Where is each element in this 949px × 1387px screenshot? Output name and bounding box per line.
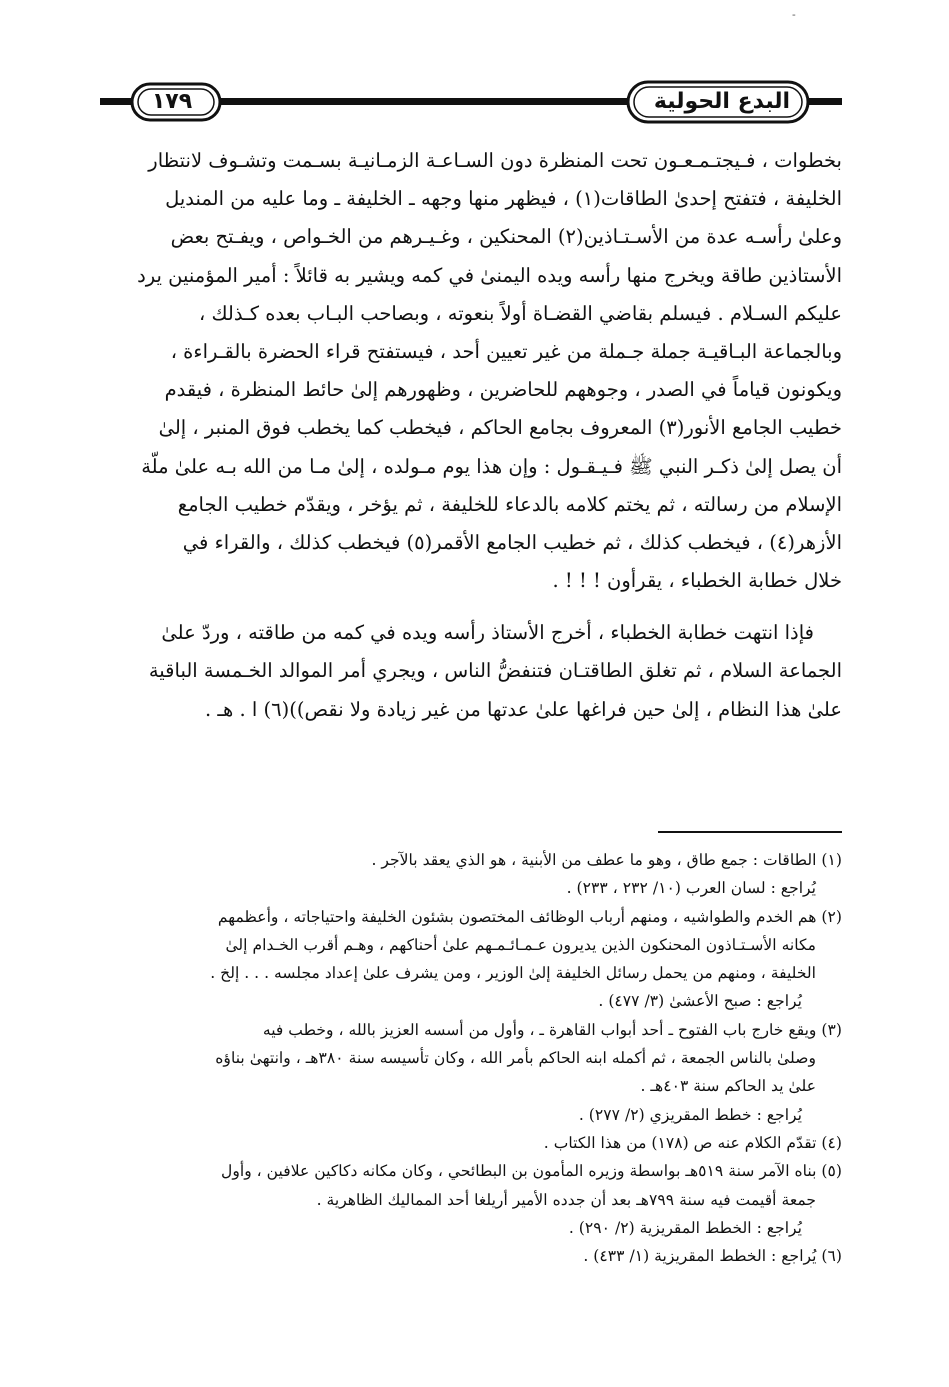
text-line: ويكونون قياماً في الصدر ، وجوههم للحاضرين ، وظهورهم إلىٰ حائط المنظرة ، فيقدم — [164, 378, 842, 402]
footnote-line: (١) الطاقات : جمع طاق ، وهو ما عطف من الأبنية ، هو الذي يعقد بالآجر . — [371, 851, 842, 869]
text-line: أن يصل إلىٰ ذكـر النبي ﷺ فـيـقـول : وإن هذا يوم مـولده ، إلىٰ مـا من الله بـه علىٰ ملّة — [141, 454, 842, 478]
text-line: علىٰ هذا النظام ، إلىٰ حين فراغها علىٰ عدتها من غير زيادة ولا نقص))(٦) ا . هـ . — [204, 697, 842, 721]
paragraph-1 — [100, 142, 842, 600]
text-line: بخطوات ، فـيجتـمـعـون تحت المنظرة دون السـاعـة الزمـانيـة بسـمت وتشـوف لانتظار — [148, 149, 842, 172]
footnote-5 — [100, 1157, 842, 1242]
footnote-6 — [100, 1242, 842, 1270]
text-line: وبالجماعة البـاقيـة جملة جـملة من غير تعيين أحد ، فيستفتح قراء الحضرة بالقـراءة ، — [170, 339, 842, 363]
footnote-line: علىٰ يد الحاكم سنة ٤٠٣هـ . — [640, 1077, 816, 1096]
text-line: الإسلام من رسالته ، ثم يختم كلامه بالدعاء للخليفة ، ثم يؤخر ، ويقدّم خطيب الجامع — [177, 492, 842, 516]
running-title: البدع الحولية — [653, 88, 791, 114]
page-number: ١٧٩ — [151, 88, 193, 114]
footnote-4 — [100, 1129, 842, 1157]
text-line: الأستاذين طاقة ويخرج منها رأسه ويده اليمنىٰ في كمه ويشير به قائلاً : أمير المؤمنين يرد — [137, 263, 842, 287]
footnote-line: يُراجع : الخطط المقريزية (٢/ ٢٩٠) . — [568, 1218, 802, 1237]
footnote-line: جمعة أقيمت فيه سنة ٧٩٩هـ بعد أن جدده الأمير أريلغا أحد المماليك الظاهرية . — [316, 1190, 816, 1209]
text-line: خطيب الجامع الأنور(٣) المعروف بجامع الحاكم ، فيخطب كما يخطب فوق المنبر ، إلىٰ — [158, 416, 842, 440]
footnotes — [100, 846, 842, 1270]
text-line: خلال خطابة الخطباء ، يقرأون ! ! ! . — [552, 569, 842, 593]
footnote-line: وصلىٰ بالناس الجمعة ، ثم أكمله ابنه الحاكم بأمر الله ، وكان تأسيسه سنة ٣٨٠هـ ، وانتهىٰ بناؤه — [215, 1049, 816, 1068]
text-line: الخليفة ، فتفتح إحدىٰ الطاقات(١) ، فيظهر منها وجهه ـ الخليفة ـ وما عليه من المنديل — [165, 187, 842, 211]
text-line: عليكم السـلام . فيسلم بقاضي القضـاة أولاً بنعوته ، وبصاحب البـاب بعده كـذلك ، — [198, 301, 842, 325]
footnote-3 — [100, 1016, 842, 1129]
footnote-line: الخليفة ، ومنهم من يحمل رسائل الخليفة إلىٰ الوزير ، ومن يشرف علىٰ إعداد مجلسه . . . إلخ . — [210, 964, 816, 983]
footnote-1 — [100, 846, 842, 903]
footnote-line: مكانه الأسـتـاذون المحنكون الذين يديرون عـمـائـمـهم علىٰ أحناكهم ، وهـم أقرب الخـدام إلىٰ — [225, 935, 816, 954]
text-line: الجماعة السلام ، ثم تغلق الطاقتـان فتنفضُّ الناس ، ويجري أمر الموالد الخـمسة الباقية — [148, 659, 842, 683]
footnote-2 — [100, 903, 842, 1016]
footnote-line: (٦) يُراجع : الخطط المقريزية (١/ ٤٣٣) . — [583, 1247, 842, 1266]
footnote-line: يُراجع : خطط المقريزي (٢/ ٢٧٧) . — [578, 1105, 802, 1124]
footnote-line: (٤) تقدّم الكلام عنه ص (١٧٨) من هذا الكتاب . — [543, 1133, 842, 1152]
text-line: وعلىٰ رأسـه عدة من الأسـتـاذين(٢) المحنكين ، وغـيـرهم من الخـواص ، ويفـتح بعض — [170, 225, 842, 249]
page-header — [100, 76, 842, 128]
footnote-line: يُراجع : صبح الأعشىٰ (٣/ ٤٧٧) . — [598, 992, 802, 1011]
footnote-line: (٣) ويقع خارج باب الفتوح ـ أحد أبواب القاهرة ـ ، وأول من أسسه العزيز بالله ، وخطب فيه — [262, 1020, 842, 1039]
text-line: الأزهر(٤) ، فيخطب كذلك ، ثم خطيب الجامع الأقمر(٥) فيخطب كذلك ، والقراء في — [182, 530, 842, 554]
main-text — [100, 142, 842, 729]
footnote-line: (٥) بناه الآمر سنة ٥١٩هـ بواسطة وزيره المأمون بن البطائحي ، وكان مكانه دكاكين علافين ، وأول — [221, 1162, 842, 1181]
text-line: فإذا انتهت خطابة الخطباء ، أخرج الأستاذ رأسه ويده في كمه من طاقته ، وردّ علىٰ — [161, 621, 814, 645]
footnote-line: يُراجع : لسان العرب (١٠/ ٢٣٢ ، ٢٣٣) . — [566, 879, 816, 898]
footnote-separator — [658, 831, 842, 833]
paragraph-2 — [100, 614, 842, 729]
scan-mark: - — [792, 8, 796, 21]
footnote-line: (٢) هم الخدم والطواشيه ، ومنهم أرباب الوظائف المختصون بشئون الخليفة واحتياجاته ، وأعظمهم — [217, 907, 842, 926]
